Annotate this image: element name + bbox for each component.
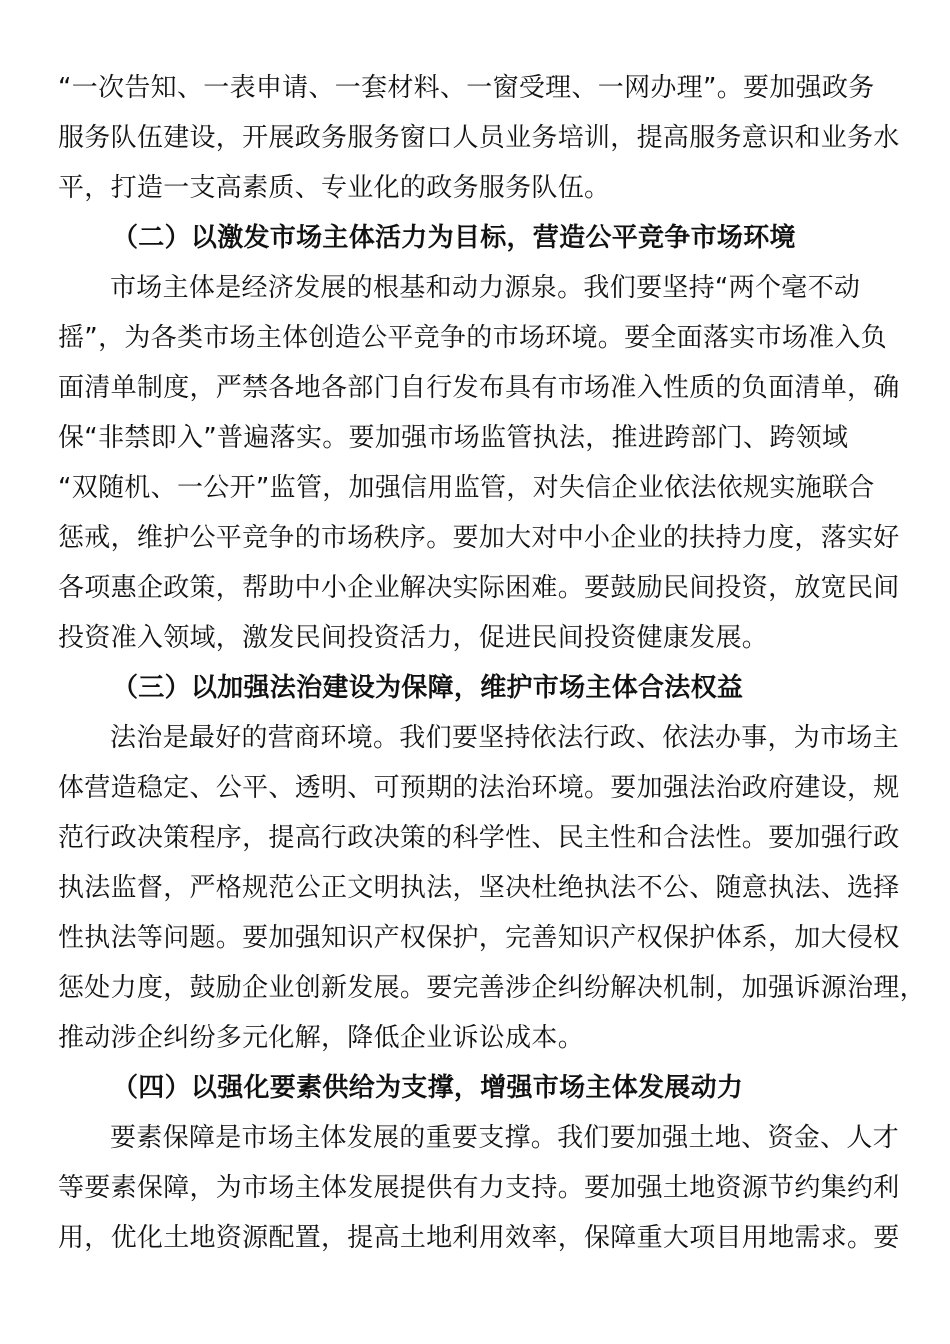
- paragraph-line: 投资准入领域，激发民间投资活力，促进民间投资健康发展。: [58, 623, 769, 653]
- paragraph-line: 要素保障是市场主体发展的重要支撑。我们要加强土地、资金、人才: [110, 1123, 900, 1153]
- paragraph-line: 惩戒，维护公平竞争的市场秩序。要加大对中小企业的扶持力度，落实好: [58, 523, 900, 553]
- paragraph-line: 摇”，为各类市场主体创造公平竞争的市场环境。要全面落实市场准入负: [58, 323, 888, 353]
- paragraph-line: “双随机、一公开”监管，加强信用监管，对失信企业依法依规实施联合: [58, 473, 875, 503]
- paragraph-line: 市场主体是经济发展的根基和动力源泉。我们要坚持“两个毫不动: [110, 273, 861, 303]
- paragraph-line: 服务队伍建设，开展政务服务窗口人员业务培训，提高服务意识和业务水: [58, 123, 900, 153]
- paragraph-line: 平，打造一支高素质、专业化的政务服务队伍。: [58, 173, 611, 203]
- section-heading: （二）以激发市场主体活力为目标，营造公平竞争市场环境: [112, 223, 796, 253]
- section-heading: （四）以强化要素供给为支撑，增强市场主体发展动力: [112, 1073, 744, 1103]
- paragraph-line: 范行政决策程序，提高行政决策的科学性、民主性和合法性。要加强行政: [58, 823, 900, 853]
- paragraph-line: 面清单制度，严禁各地各部门自行发布具有市场准入性质的负面清单，确: [58, 373, 900, 403]
- paragraph-line: 惩处力度，鼓励企业创新发展。要完善涉企纠纷解决机制，加强诉源治理，: [58, 973, 926, 1003]
- paragraph-line: “一次告知、一表申请、一套材料、一窗受理、一网办理”。要加强政务: [58, 73, 875, 103]
- paragraph-line: 法治是最好的营商环境。我们要坚持依法行政、依法办事，为市场主: [110, 723, 900, 753]
- paragraph-line: 等要素保障，为市场主体发展提供有力支持。要加强土地资源节约集约利: [58, 1173, 900, 1203]
- paragraph-line: 用，优化土地资源配置，提高土地利用效率，保障重大项目用地需求。要: [58, 1223, 900, 1253]
- paragraph-line: 体营造稳定、公平、透明、可预期的法治环境。要加强法治政府建设，规: [58, 773, 900, 803]
- paragraph-line: 各项惠企政策，帮助中小企业解决实际困难。要鼓励民间投资，放宽民间: [58, 573, 900, 603]
- paragraph-line: 保“非禁即入”普遍落实。要加强市场监管执法，推进跨部门、跨领域: [58, 423, 849, 453]
- paragraph-line: 推动涉企纠纷多元化解，降低企业诉讼成本。: [58, 1023, 585, 1053]
- paragraph-line: 性执法等问题。要加强知识产权保护，完善知识产权保护体系，加大侵权: [58, 923, 900, 953]
- paragraph-line: 执法监督，严格规范公正文明执法，坚决杜绝执法不公、随意执法、选择: [58, 873, 900, 903]
- section-heading: （三）以加强法治建设为保障，维护市场主体合法权益: [112, 673, 744, 703]
